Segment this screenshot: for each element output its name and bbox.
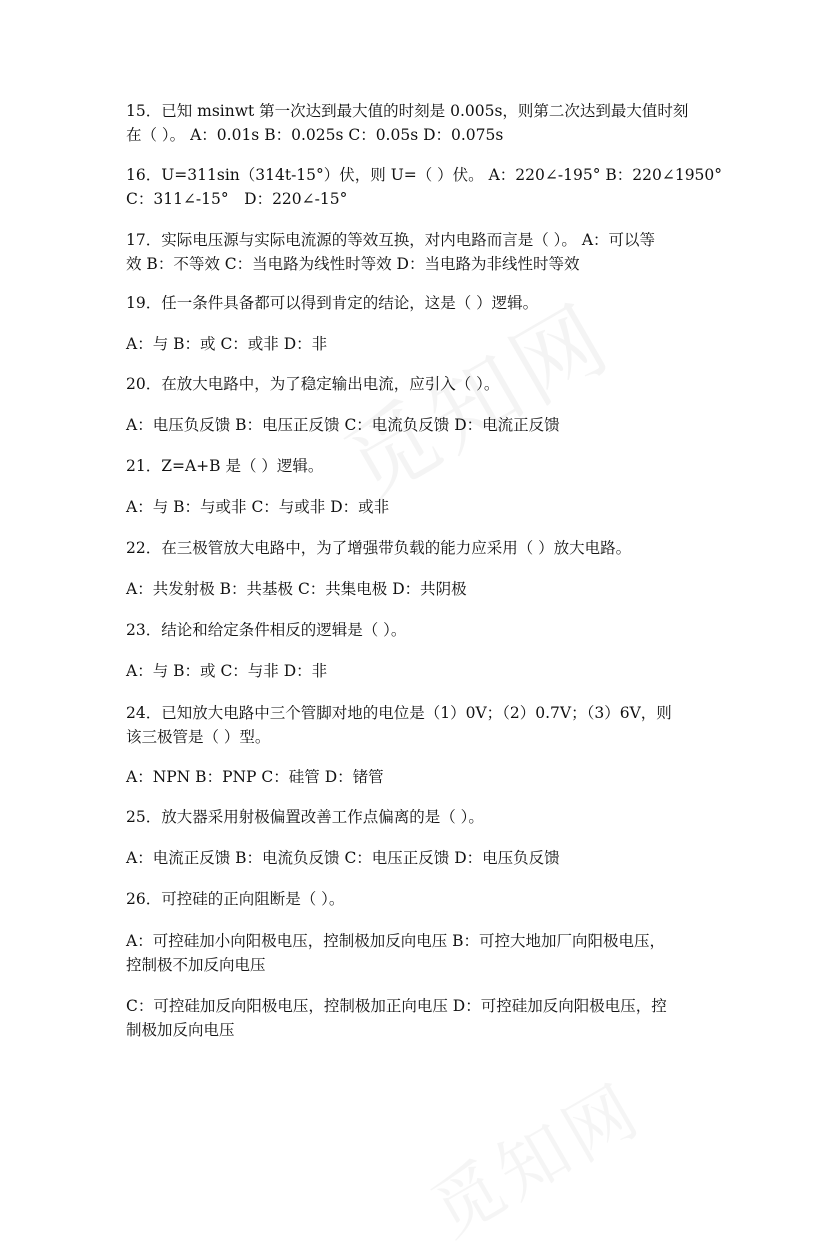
q26-option-cd-line-2: 制极加反向电压 — [126, 1021, 235, 1039]
q20-options: A：电压负反馈 B：电压正反馈 C：电流负反馈 D：电流正反馈 — [126, 416, 560, 434]
q20-question: 20．在放大电路中，为了稳定输出电流，应引入（ ）。 — [126, 375, 500, 393]
q16-line-1: 16．U=311sin（314t-15°）伏，则 U=（ ）伏。 A：220∠-195° B：220∠1950° — [126, 166, 723, 184]
q26-question: 26．可控硅的正向阻断是（ ）。 — [126, 890, 345, 908]
q15-line-2: 在（ ）。 A：0.01s B：0.025s C：0.05s D：0.075s — [126, 126, 504, 144]
q21-question: 21．Z=A+B 是（ ）逻辑。 — [126, 457, 324, 475]
q24-line-1: 24．已知放大电路中三个管脚对地的电位是（1）0V；（2）0.7V；（3）6V，则 — [126, 704, 672, 722]
q22-question: 22．在三极管放大电路中，为了增强带负载的能力应采用（ ）放大电路。 — [126, 539, 632, 557]
q19-question: 19．任一条件具备都可以得到肯定的结论，这是（ ）逻辑。 — [126, 294, 539, 312]
q15-line-1: 15．已知 msinwt 第一次达到最大值的时刻是 0.005s，则第二次达到最大值时刻 — [126, 102, 689, 120]
q16-line-2: C：311∠-15° D：220∠-15° — [126, 190, 348, 208]
q26-option-ab-line-2: 控制极不加反向电压 — [126, 956, 266, 974]
q24-line-2: 该三极管是（ ）型。 — [126, 728, 271, 746]
q25-options: A：电流正反馈 B：电流负反馈 C：电压正反馈 D：电压负反馈 — [126, 849, 560, 867]
q23-question: 23．结论和给定条件相反的逻辑是（ ）。 — [126, 621, 407, 639]
q23-options: A：与 B：或 C：与非 D：非 — [126, 662, 328, 680]
q22-options: A：共发射极 B：共基极 C：共集电极 D：共阴极 — [126, 580, 467, 598]
q17-line-2: 效 B：不等效 C：当电路为线性时等效 D：当电路为非线性时等效 — [126, 255, 580, 273]
watermark-bottom — [410, 1055, 658, 1256]
q19-options: A：与 B：或 C：或非 D：非 — [126, 335, 328, 353]
q21-options: A：与 B：与或非 C：与或非 D：或非 — [126, 498, 390, 516]
q25-question: 25．放大器采用射极偏置改善工作点偏离的是（ ）。 — [126, 808, 484, 826]
q26-option-cd-line-1: C：可控硅加反向阳极电压，控制极加正向电压 D：可控硅加反向阳极电压，控 — [126, 997, 667, 1015]
q24-options: A：NPN B：PNP C：硅管 D：锗管 — [126, 768, 384, 786]
q26-option-ab-line-1: A：可控硅加小向阳极电压，控制极加反向电压 B：可控大地加厂向阳极电压， — [126, 932, 666, 950]
q17-line-1: 17．实际电压源与实际电流源的等效互换，对内电路而言是（ ）。 A：可以等 — [126, 231, 656, 249]
